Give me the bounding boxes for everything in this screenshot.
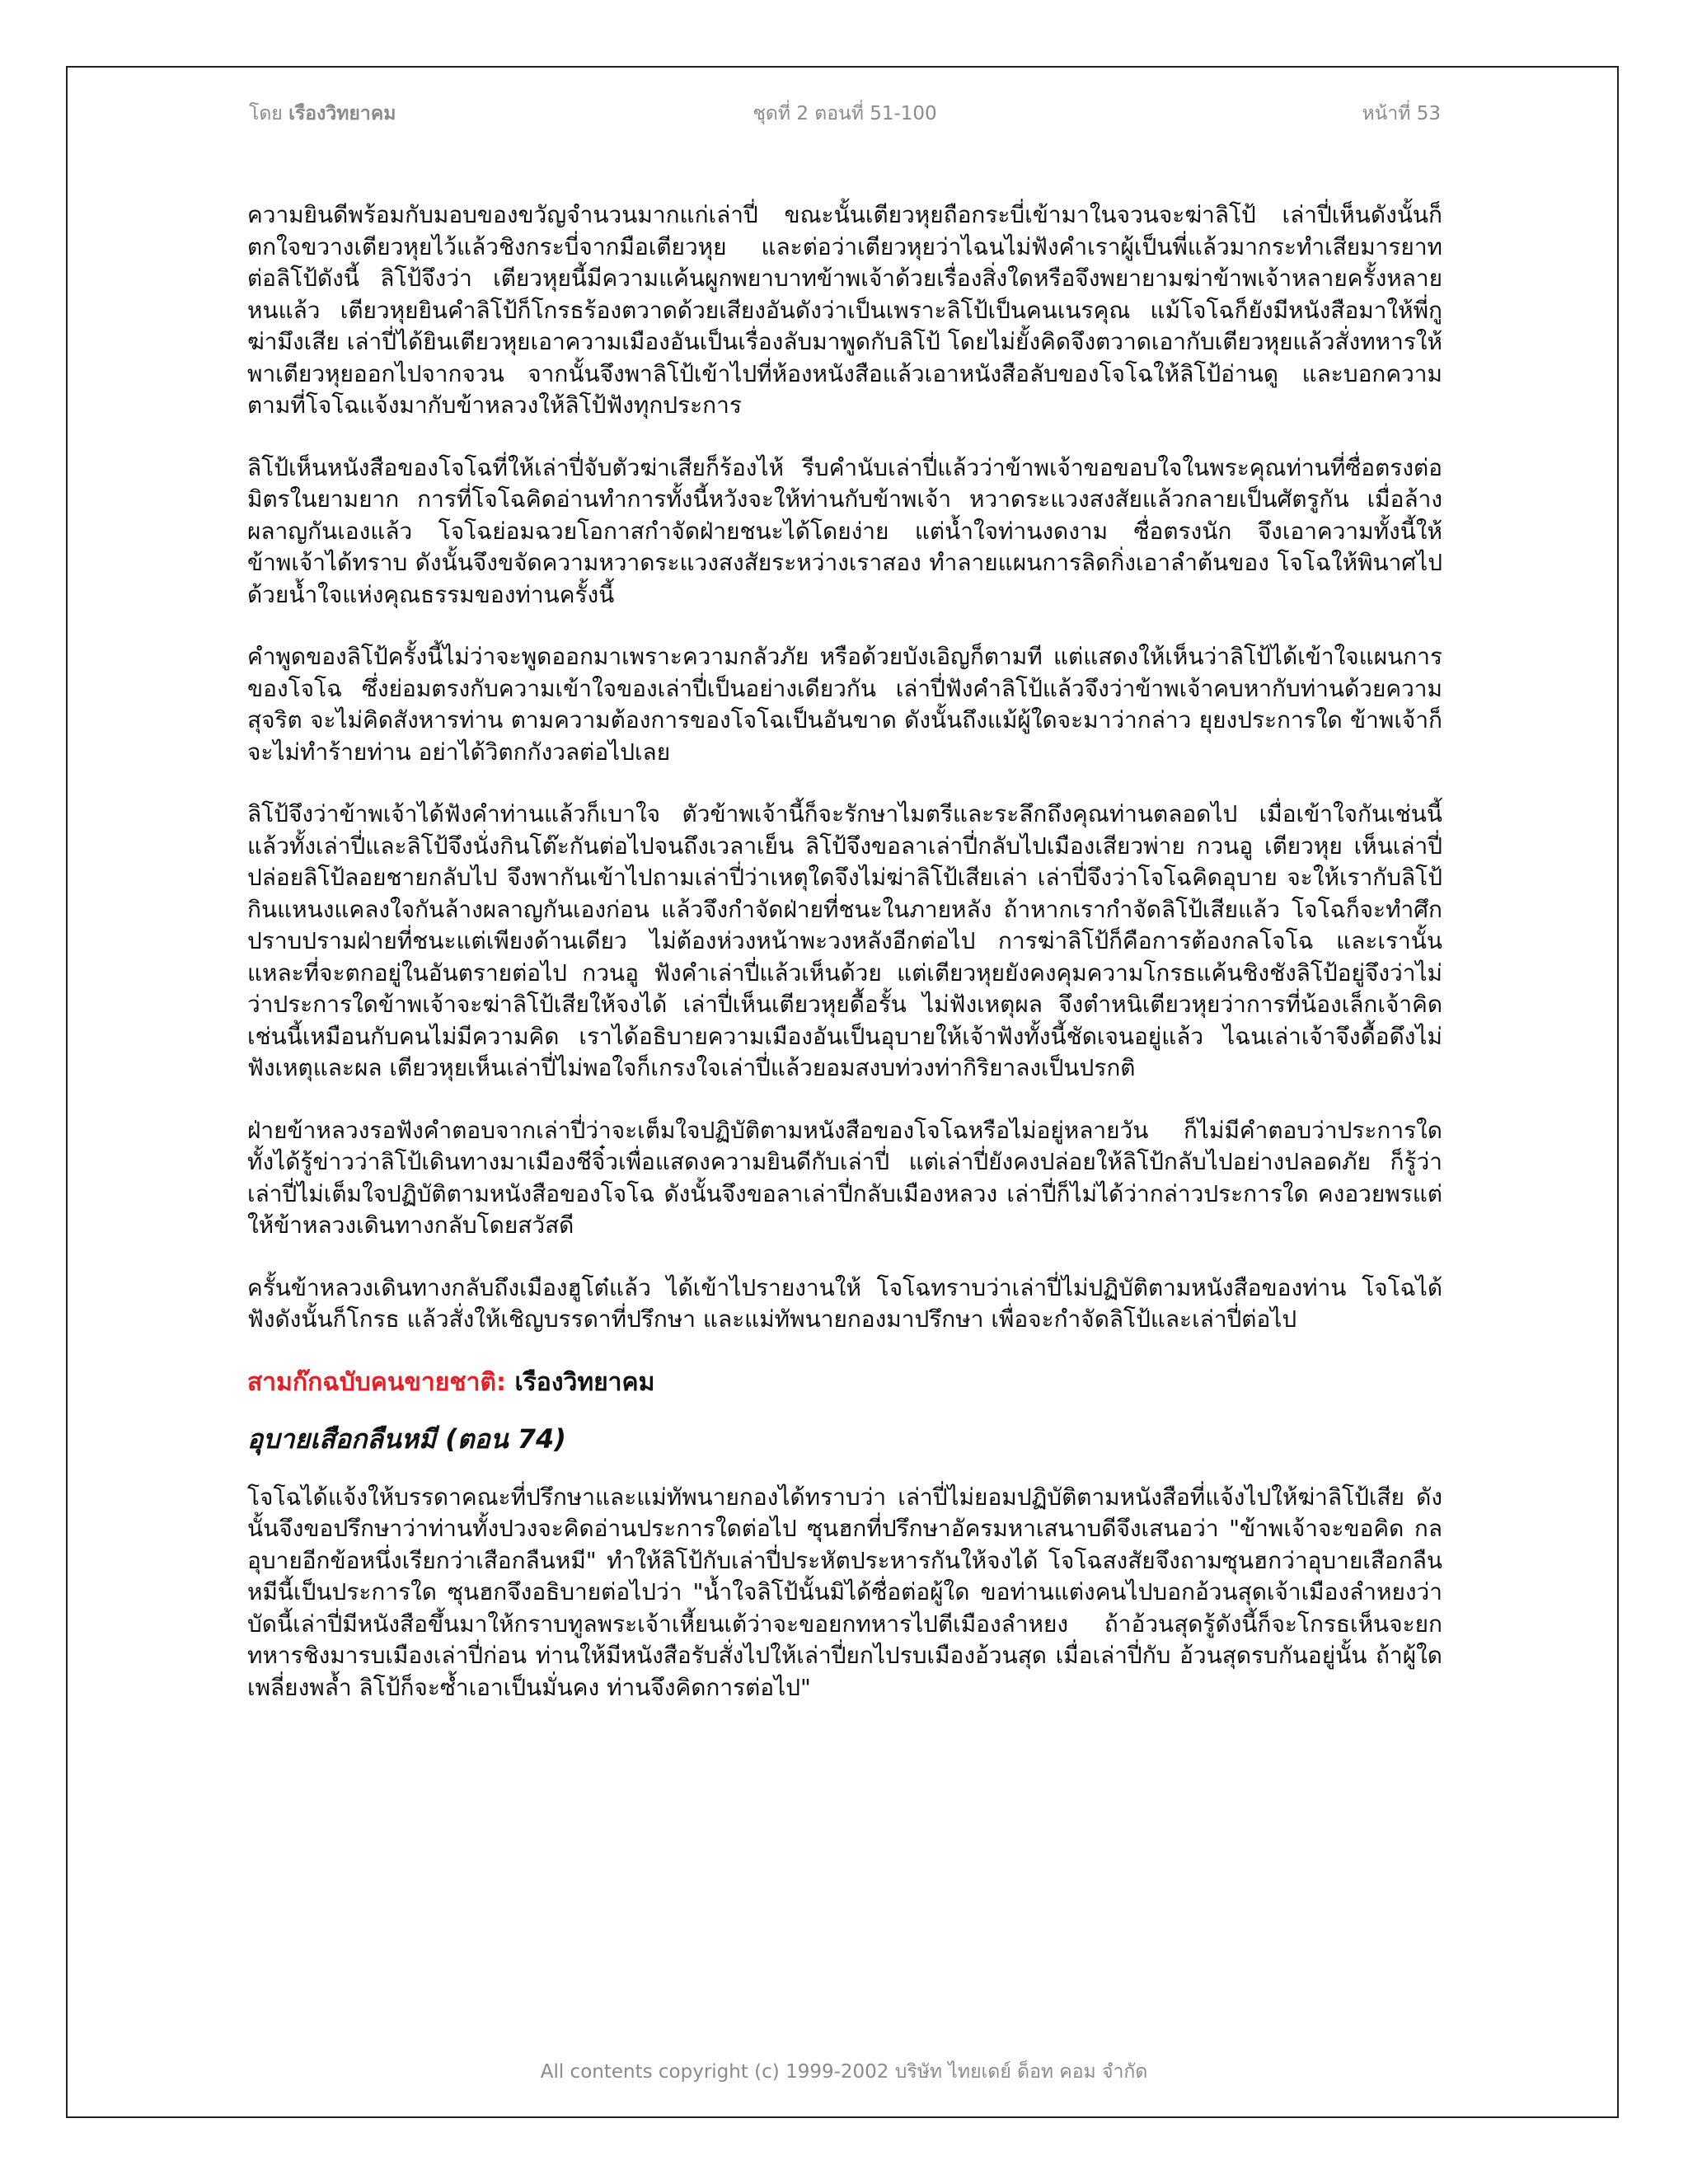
paragraph-1: ความยินดีพร้อมกับมอบของขวัญจำนวนมากแก่เล่าปี่ ขณะนั้นเตียวหุยถือกระบี่เข้ามาในจวนจะฆ่าลิโป้ เล่าปี่เห็นดังนั้นก็ตกใจขวางเตียวหุยไว้แล้วชิงกระบี่จากมือเตียวหุย และต่อว่าเตียวหุยว่าไฉนไม่ฟังคำเราผู้เป็นพี่แล้วมากระทำเสียมารยาทต่อลิโป้ดังนี้ ลิโป้จึงว่า เตียวหุยนี้มีความแค้นผูกพยาบาทข้าพเจ้าด้วยเรื่องสิ่งใดหรือจึงพยายามฆ่าข้าพเจ้าหลายครั้งหลายหนแล้ว เตียวหุยยินคำลิโป้ก็โกรธร้องตวาดด้วยเสียงอันดังว่าเป็นเพราะลิโป้เป็นคนเนรคุณ แม้โจโฉก็ยังมีหนังสือมาให้พี่กูฆ่ามึงเสีย เล่าปี่ได้ยินเตียวหุยเอาความเมืองอันเป็นเรื่องลับมาพูดกับลิโป้ โดยไม่ยั้งคิดจึงตวาดเอากับเตียวหุยแล้วสั่งทหารให้พาเตียวหุยออกไปจากจวน จากนั้นจึงพาลิโป้เข้าไปที่ห้องหนังสือแล้วเอาหนังสือลับของโจโฉให้ลิโป้อ่านดู และบอกความตามที่โจโฉแจ้งมากับข้าหลวงให้ลิโป้ฟังทุกประการ bbox=[247, 201, 1442, 419]
paragraph-2: ลิโป้เห็นหนังสือของโจโฉที่ให้เล่าปี่จับตัวฆ่าเสียก็ร้องไห้ รีบคำนับเล่าปี่แล้วว่าข้าพเจ้าขอขอบใจในพระคุณท่านที่ซื่อตรงต่อมิตรในยามยาก การที่โจโฉคิดอ่านทำการทั้งนี้หวังจะให้ท่านกับข้าพเจ้า หวาดระแวงสงสัยแล้วกลายเป็นศัตรูกัน เมื่อล้างผลาญกันเองแล้ว โจโฉย่อมฉวยโอกาสกำจัดฝ่ายชนะได้โดยง่าย แต่น้ำใจท่านงดงาม ซื่อตรงนัก จึงเอาความทั้งนี้ให้ข้าพเจ้าได้ทราบ ดังนั้นจึงขจัดความหวาดระแวงสงสัยระหว่างเราสอง ทำลายแผนการลิดกิ่งเอาลำต้นของ โจโฉให้พินาศไปด้วยน้ำใจแห่งคุณธรรมของท่านครั้งนี้ bbox=[247, 453, 1442, 608]
copyright-footer: All contents copyright (c) 1999-2002 บริษัท ไทยเดย์ ด็อท คอม จำกัด bbox=[540, 2061, 1148, 2083]
page-header bbox=[249, 99, 1441, 132]
author-name: เรืองวิทยาคม bbox=[288, 103, 396, 124]
document-body bbox=[247, 199, 1442, 1734]
paragraph-4: ลิโป้จึงว่าข้าพเจ้าได้ฟังคำท่านแล้วก็เบาใจ ตัวข้าพเจ้านี้ก็จะรักษาไมตรีและระลึกถึงคุณท่านตลอดไป เมื่อเข้าใจกันเช่นนี้แล้วทั้งเล่าปี่และลิโป้จึงนั่งกินโต๊ะกันต่อไปจนถึงเวลาเย็น ลิโป้จึงขอลาเล่าปี่กลับไปเมืองเสียวพ่าย กวนอู เตียวหุย เห็นเล่าปี่ปล่อยลิโป้ลอยชายกลับไป จึงพากันเข้าไปถามเล่าปี่ว่าเหตุใดจึงไม่ฆ่าลิโป้เสียเล่า เล่าปี่จึงว่าโจโฉคิดอุบาย จะให้เรากับลิโป้กินแหนงแคลงใจกันล้างผลาญกันเองก่อน แล้วจึงกำจัดฝ่ายที่ชนะในภายหลัง ถ้าหากเรากำจัดลิโป้เสียแล้ว โจโฉก็จะทำศึกปราบปรามฝ่ายที่ชนะแต่เพียงด้านเดียว ไม่ต้องห่วงหน้าพะวงหลังอีกต่อไป การฆ่าลิโป้ก็คือการต้องกลโจโฉ และเรานั้นแหละที่จะตกอยู่ในอันตรายต่อไป กวนอู ฟังคำเล่าปี่แล้วเห็นด้วย แต่เตียวหุยยังคงคุมความโกรธแค้นชิงชังลิโป้อยู่จึงว่าไม่ว่าประการใดข้าพเจ้าจะฆ่าลิโป้เสียให้จงได้ เล่าปี่เห็นเตียวหุยดื้อรั้น ไม่ฟังเหตุผล จึงตำหนิเตียวหุยว่าการที่น้องเล็กเจ้าคิดเช่นนี้เหมือนกับคนไม่มีความคิด เราได้อธิบายความเมืองอันเป็นอุบายให้เจ้าฟังทั้งนี้ชัดเจนอยู่แล้ว ไฉนเล่าเจ้าจึงดื้อดึงไม่ฟังเหตุและผล เตียวหุยเห็นเล่าปี่ไม่พอใจก็เกรงใจเล่าปี่แล้วยอมสงบท่วงท่ากิริยาลงเป็นปรกติ bbox=[247, 800, 1442, 1081]
header-series: ชุดที่ 2 ตอนที่ 51-100 bbox=[753, 103, 937, 124]
paragraph-6: ครั้นข้าหลวงเดินทางกลับถึงเมืองฮูโต๋แล้ว ได้เข้าไปรายงานให้ โจโฉทราบว่าเล่าปี่ไม่ปฏิบัติตามหนังสือของท่าน โจโฉได้ฟังดังนั้นก็โกรธ แล้วสั่งให้เชิญบรรดาที่ปรึกษา และแม่ทัพนายกองมาปรึกษา เพื่อจะกำจัดลิโป้และเล่าปี่ต่อไป bbox=[247, 1273, 1442, 1333]
paragraph-3: คำพูดของลิโป้ครั้งนี้ไม่ว่าจะพูดออกมาเพราะความกลัวภัย หรือด้วยบังเอิญก็ตามที แต่แสดงให้เห็นว่าลิโป้ได้เข้าใจแผนการของโจโฉ ซึ่งย่อมตรงกับความเข้าใจของเล่าปี่เป็นอย่างเดียวกัน เล่าปี่ฟังคำลิโป้แล้วจึงว่าข้าพเจ้าคบหากับท่านด้วยความสุจริต จะไม่คิดสังหารท่าน ตามความต้องการของโจโฉเป็นอันขาด ดังนั้นถึงแม้ผู้ใดจะมาว่ากล่าว ยุยงประการใด ข้าพเจ้าก็จะไม่ทำร้ายท่าน อย่าได้วิตกกังวลต่อไปเลย bbox=[247, 643, 1442, 766]
section-title bbox=[247, 1366, 1442, 1399]
author-prefix: โดย bbox=[249, 103, 283, 124]
header-page-number: หน้าที่ 53 bbox=[1362, 103, 1441, 124]
section-author: เรืองวิทยาคม bbox=[514, 1367, 655, 1397]
paragraph-5: ฝ่ายข้าหลวงรอฟังคำตอบจากเล่าปี่ว่าจะเต็มใจปฏิบัติตามหนังสือของโจโฉหรือไม่อยู่หลายวัน ก็ไม่มีคำตอบว่าประการใด ทั้งได้รู้ข่าวว่าลิโป้เดินทางมาเมืองชีจิ๋วเพื่อแสดงความยินดีกับเล่าปี่ แต่เล่าปี่ยังคงปล่อยให้ลิโป้กลับไปอย่างปลอดภัย ก็รู้ว่าเล่าปี่ไม่เต็มใจปฏิบัติตามหนังสือของโจโฉ ดังนั้นจึงขอลาเล่าปี่กลับเมืองหลวง เล่าปี่ก็ไม่ได้ว่ากล่าวประการใด คงอวยพรแต่ให้ข้าหลวงเดินทางกลับโดยสวัสดี bbox=[247, 1116, 1442, 1239]
episode-paragraph: โจโฉได้แจ้งให้บรรดาคณะที่ปรึกษาและแม่ทัพนายกองได้ทราบว่า เล่าปี่ไม่ยอมปฏิบัติตามหนังสือที่แจ้งไปให้ฆ่าลิโป้เสีย ดังนั้นจึงขอปรึกษาว่าท่านทั้งปวงจะคิดอ่านประการใดต่อไป ซุนฮกที่ปรึกษาอัครมหาเสนาบดีจึงเสนอว่า "ข้าพเจ้าจะขอคิด กลอุบายอีกข้อหนึ่งเรียกว่าเสือกลืนหมี" ทำให้ลิโป้กับเล่าปี่ประหัตประหารกันให้จงได้ โจโฉสงสัยจึงถามซุนฮกว่าอุบายเสือกลืนหมีนี้เป็นประการใด ซุนฮกจึงอธิบายต่อไปว่า "น้ำใจลิโป้นั้นมิได้ซื่อต่อผู้ใด ขอท่านแต่งคนไปบอกอ้วนสุดเจ้าเมืองลำหยงว่า บัดนี้เล่าปี่มีหนังสือขึ้นมาให้กราบทูลพระเจ้าเหี้ยนเต้ว่าจะขอยกทหารไปตีเมืองลำหยง ถ้าอ้วนสุดรู้ดังนี้ก็จะโกรธเห็นจะยกทหารชิงมารบเมืองเล่าปี่ก่อน ท่านให้มีหนังสือรับสั่งไปให้เล่าปี่ยกไปรบเมืองอ้วนสุด เมื่อเล่าปี่กับ อ้วนสุดรบกันอยู่นั้น ถ้าผู้ใดเพลี่ยงพล้ำ ลิโป้ก็จะซ้ำเอาเป็นมั่นคง ท่านจึงคิดการต่อไป" bbox=[247, 1483, 1442, 1701]
series-name: สามก๊กฉบับคนขายชาติ: bbox=[247, 1367, 506, 1397]
episode-title: อุบายเสือกลืนหมี (ตอน 74) bbox=[247, 1422, 566, 1455]
